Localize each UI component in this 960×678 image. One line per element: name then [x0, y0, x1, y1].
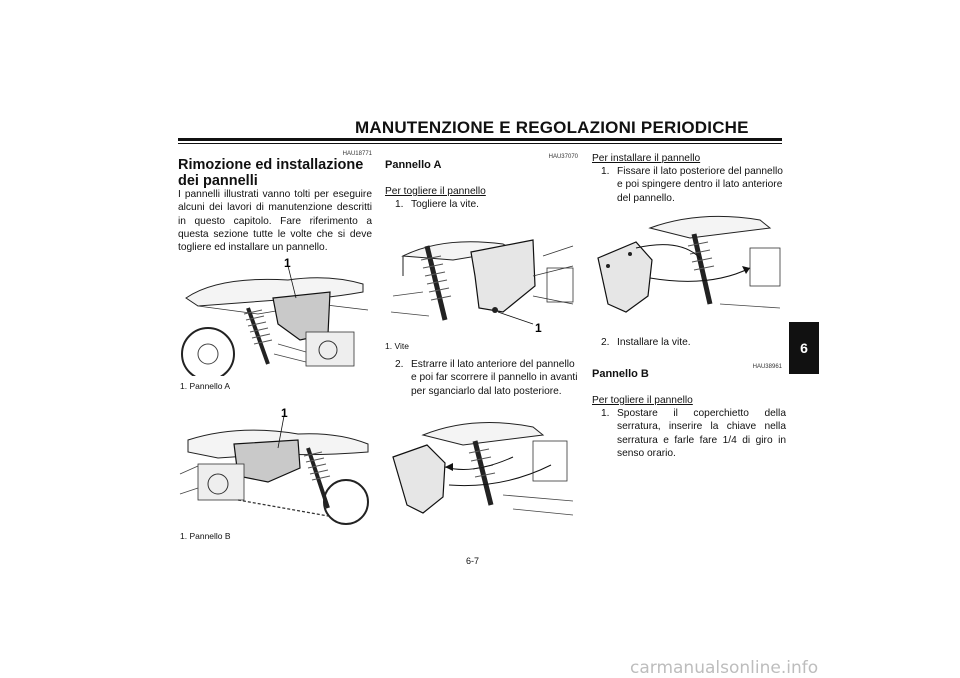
figure-panel-a-screw — [383, 216, 577, 336]
fig-callout: 1 — [535, 321, 542, 335]
step-number: 1. — [601, 408, 610, 419]
subsection-title: Per installare il pannello — [592, 153, 701, 164]
step-item — [601, 336, 786, 349]
step-item — [395, 198, 579, 211]
figure-panel-a-removal — [383, 405, 577, 523]
figure-caption: 1. Vite — [385, 341, 409, 351]
figure-caption: 1. Pannello A — [180, 381, 231, 391]
step-number: 2. — [395, 359, 404, 370]
step-number: 2. — [601, 337, 610, 348]
header-rule-thin — [178, 143, 782, 144]
subsection-title: Per togliere il pannello — [385, 186, 486, 197]
fig1-callout: 1 — [284, 256, 291, 270]
step-text: Installare la vite. — [617, 337, 691, 348]
header-rule — [178, 138, 782, 141]
section-code: HAU37070 — [548, 154, 578, 160]
figure-panel-a-install — [590, 208, 784, 328]
chapter-tab: 6 — [789, 322, 819, 374]
section-heading: Pannello A — [385, 159, 442, 171]
step-number: 1. — [395, 199, 404, 210]
fig2-callout: 1 — [281, 406, 288, 420]
section-heading: Pannello B — [592, 368, 649, 380]
figure-motorcycle-panel-a — [178, 254, 372, 376]
section-code: HAU18771 — [342, 151, 372, 157]
page-header-title: MANUTENZIONE E REGOLAZIONI PERIODICHE — [355, 118, 749, 137]
step-text: Togliere la vite. — [411, 199, 479, 210]
step-text: Fissare il lato posteriore del pannello e poi spingere dentro il lato anteriore del pannello. — [617, 166, 783, 204]
step-item — [601, 165, 786, 205]
intro-paragraph: I pannelli illustrati vanno tolti per eseguire alcuni dei lavori di manutenzione descritti in questo capitolo. Fare riferimento a questa sezione tutte le volte che si deve togliere ed installare un pannello. — [178, 189, 372, 254]
figure-caption: 1. Pannello B — [180, 531, 231, 541]
step-item — [601, 407, 786, 460]
section-heading: Rimozione ed installazione dei pannelli — [178, 157, 364, 189]
step-text: Spostare il coperchietto della serratura, inserire la chiave nella serratura e farle fare 1/4 di giro in senso orario. — [617, 408, 786, 459]
step-number: 1. — [601, 166, 610, 177]
step-item — [395, 358, 579, 398]
step-text: Estrarre il lato anteriore del pannello e poi far scorrere il pannello in avanti per sganciarlo dal lato posteriore. — [411, 359, 578, 397]
watermark: carmanualsonline.info — [630, 658, 819, 678]
subsection-title: Per togliere il pannello — [592, 395, 693, 406]
page-number: 6-7 — [466, 556, 480, 566]
figure-motorcycle-panel-b — [178, 404, 372, 526]
section-code: HAU38961 — [752, 364, 782, 370]
